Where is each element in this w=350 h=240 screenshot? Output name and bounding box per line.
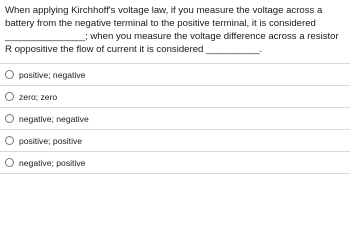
answer-option-label: negative; negative: [19, 113, 89, 124]
answer-option-3[interactable]: [0, 108, 350, 130]
question-text: When applying Kirchhoff's voltage law, if you measure the voltage across a battery from the negative terminal to the positive terminal, it is considered _______________; when you measure the voltage difference across a resistor R oppositive the flow of current it is considered __________.: [5, 5, 339, 55]
answer-option-2[interactable]: [0, 86, 350, 108]
answer-option-1[interactable]: [0, 63, 350, 86]
answer-option-5[interactable]: [0, 152, 350, 174]
radio-unselected-icon[interactable]: [5, 114, 14, 123]
answer-option-label: zero; zero: [19, 91, 58, 102]
answer-options: [0, 63, 350, 174]
radio-unselected-icon[interactable]: [5, 92, 14, 101]
answer-option-label: positive; negative: [19, 69, 86, 80]
radio-unselected-icon[interactable]: [5, 158, 14, 167]
radio-unselected-icon[interactable]: [5, 136, 14, 145]
radio-unselected-icon[interactable]: [5, 70, 14, 79]
answer-option-label: negative; positive: [19, 157, 86, 168]
answer-option-label: positive; positive: [19, 135, 83, 146]
answer-option-4[interactable]: [0, 130, 350, 152]
